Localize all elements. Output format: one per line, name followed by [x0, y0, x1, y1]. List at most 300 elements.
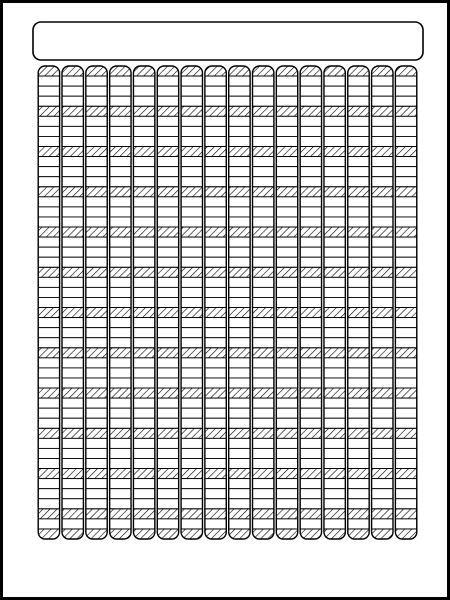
blank-cell[interactable] [38, 328, 59, 338]
blank-cell[interactable] [395, 519, 416, 529]
blank-cell[interactable] [276, 378, 297, 388]
hatched-cell[interactable] [253, 267, 274, 277]
blank-cell[interactable] [276, 408, 297, 418]
hatched-cell[interactable] [157, 388, 178, 398]
hatched-cell[interactable] [229, 308, 250, 318]
blank-cell[interactable] [38, 398, 59, 408]
blank-cell[interactable] [395, 197, 416, 207]
hatched-cell[interactable] [110, 227, 131, 237]
hatched-cell[interactable] [348, 106, 369, 116]
hatched-cell[interactable] [205, 227, 226, 237]
blank-cell[interactable] [157, 448, 178, 458]
blank-cell[interactable] [395, 96, 416, 106]
blank-cell[interactable] [348, 257, 369, 267]
blank-cell[interactable] [229, 76, 250, 86]
blank-cell[interactable] [181, 408, 202, 418]
blank-cell[interactable] [348, 167, 369, 177]
blank-cell[interactable] [86, 257, 107, 267]
blank-cell[interactable] [253, 448, 274, 458]
hatched-cell[interactable] [348, 428, 369, 438]
blank-cell[interactable] [38, 489, 59, 499]
blank-cell[interactable] [276, 479, 297, 489]
blank-cell[interactable] [372, 358, 393, 368]
hatched-cell[interactable] [181, 509, 202, 519]
hatched-cell[interactable] [133, 348, 154, 358]
blank-cell[interactable] [395, 116, 416, 126]
blank-cell[interactable] [157, 86, 178, 96]
blank-cell[interactable] [86, 96, 107, 106]
hatched-cell[interactable] [324, 428, 345, 438]
blank-cell[interactable] [300, 277, 321, 287]
hatched-cell[interactable] [395, 348, 416, 358]
blank-cell[interactable] [395, 167, 416, 177]
blank-cell[interactable] [348, 297, 369, 307]
hatched-cell[interactable] [395, 469, 416, 479]
blank-cell[interactable] [395, 398, 416, 408]
blank-cell[interactable] [253, 318, 274, 328]
blank-cell[interactable] [324, 136, 345, 146]
blank-cell[interactable] [300, 489, 321, 499]
hatched-cell[interactable] [395, 428, 416, 438]
hatched-cell[interactable] [86, 267, 107, 277]
blank-cell[interactable] [205, 86, 226, 96]
blank-cell[interactable] [86, 328, 107, 338]
blank-cell[interactable] [110, 328, 131, 338]
blank-cell[interactable] [205, 297, 226, 307]
blank-cell[interactable] [253, 499, 274, 509]
blank-cell[interactable] [300, 257, 321, 267]
blank-cell[interactable] [395, 378, 416, 388]
blank-cell[interactable] [324, 318, 345, 328]
blank-cell[interactable] [205, 217, 226, 227]
blank-cell[interactable] [86, 217, 107, 227]
hatched-cell[interactable] [133, 388, 154, 398]
blank-cell[interactable] [62, 207, 83, 217]
blank-cell[interactable] [348, 448, 369, 458]
blank-cell[interactable] [181, 247, 202, 257]
blank-cell[interactable] [372, 277, 393, 287]
blank-cell[interactable] [38, 86, 59, 96]
blank-cell[interactable] [300, 96, 321, 106]
hatched-cell[interactable] [110, 147, 131, 157]
blank-cell[interactable] [110, 368, 131, 378]
blank-cell[interactable] [324, 378, 345, 388]
blank-cell[interactable] [372, 86, 393, 96]
blank-cell[interactable] [157, 136, 178, 146]
hatched-cell[interactable] [86, 187, 107, 197]
blank-cell[interactable] [253, 126, 274, 136]
hatched-cell[interactable] [110, 106, 131, 116]
blank-cell[interactable] [229, 177, 250, 187]
blank-cell[interactable] [157, 76, 178, 86]
blank-cell[interactable] [229, 136, 250, 146]
blank-cell[interactable] [348, 277, 369, 287]
hatched-cell[interactable] [324, 106, 345, 116]
blank-cell[interactable] [133, 368, 154, 378]
blank-cell[interactable] [324, 76, 345, 86]
blank-cell[interactable] [348, 489, 369, 499]
blank-cell[interactable] [205, 479, 226, 489]
blank-cell[interactable] [395, 136, 416, 146]
blank-cell[interactable] [372, 177, 393, 187]
blank-cell[interactable] [300, 297, 321, 307]
blank-cell[interactable] [229, 207, 250, 217]
hatched-cell[interactable] [372, 509, 393, 519]
hatched-cell[interactable] [181, 147, 202, 157]
blank-cell[interactable] [229, 358, 250, 368]
blank-cell[interactable] [86, 167, 107, 177]
blank-cell[interactable] [38, 358, 59, 368]
blank-cell[interactable] [86, 116, 107, 126]
blank-cell[interactable] [205, 197, 226, 207]
blank-cell[interactable] [205, 358, 226, 368]
blank-cell[interactable] [276, 438, 297, 448]
hatched-cell[interactable] [229, 147, 250, 157]
blank-cell[interactable] [229, 86, 250, 96]
hatched-cell[interactable] [86, 106, 107, 116]
blank-cell[interactable] [86, 358, 107, 368]
blank-cell[interactable] [62, 96, 83, 106]
hatched-cell[interactable] [229, 388, 250, 398]
blank-cell[interactable] [253, 378, 274, 388]
blank-cell[interactable] [372, 287, 393, 297]
blank-cell[interactable] [86, 479, 107, 489]
blank-cell[interactable] [372, 378, 393, 388]
blank-cell[interactable] [300, 358, 321, 368]
blank-cell[interactable] [86, 157, 107, 167]
blank-cell[interactable] [395, 448, 416, 458]
blank-cell[interactable] [300, 398, 321, 408]
blank-cell[interactable] [276, 458, 297, 468]
blank-cell[interactable] [276, 126, 297, 136]
blank-cell[interactable] [157, 207, 178, 217]
blank-cell[interactable] [62, 126, 83, 136]
blank-cell[interactable] [300, 438, 321, 448]
blank-cell[interactable] [62, 358, 83, 368]
blank-cell[interactable] [133, 519, 154, 529]
hatched-cell[interactable] [372, 308, 393, 318]
blank-cell[interactable] [229, 287, 250, 297]
blank-cell[interactable] [86, 408, 107, 418]
blank-cell[interactable] [86, 338, 107, 348]
blank-cell[interactable] [372, 328, 393, 338]
blank-cell[interactable] [395, 257, 416, 267]
blank-cell[interactable] [348, 418, 369, 428]
blank-cell[interactable] [38, 287, 59, 297]
hatched-cell[interactable] [205, 106, 226, 116]
blank-cell[interactable] [395, 438, 416, 448]
blank-cell[interactable] [253, 287, 274, 297]
blank-cell[interactable] [157, 167, 178, 177]
blank-cell[interactable] [324, 257, 345, 267]
blank-cell[interactable] [205, 458, 226, 468]
hatched-cell[interactable] [395, 147, 416, 157]
hatched-cell[interactable] [229, 428, 250, 438]
blank-cell[interactable] [300, 458, 321, 468]
blank-cell[interactable] [348, 378, 369, 388]
blank-cell[interactable] [157, 378, 178, 388]
hatched-cell[interactable] [181, 348, 202, 358]
blank-cell[interactable] [229, 237, 250, 247]
blank-cell[interactable] [395, 338, 416, 348]
hatched-cell[interactable] [395, 106, 416, 116]
blank-cell[interactable] [395, 76, 416, 86]
blank-cell[interactable] [324, 418, 345, 428]
hatched-cell[interactable] [372, 428, 393, 438]
blank-cell[interactable] [86, 458, 107, 468]
blank-cell[interactable] [229, 257, 250, 267]
blank-cell[interactable] [86, 197, 107, 207]
hatched-cell[interactable] [276, 308, 297, 318]
hatched-cell[interactable] [38, 147, 59, 157]
blank-cell[interactable] [300, 328, 321, 338]
blank-cell[interactable] [276, 197, 297, 207]
blank-cell[interactable] [110, 378, 131, 388]
blank-cell[interactable] [181, 489, 202, 499]
blank-cell[interactable] [157, 479, 178, 489]
blank-cell[interactable] [62, 177, 83, 187]
blank-cell[interactable] [110, 157, 131, 167]
blank-cell[interactable] [110, 448, 131, 458]
blank-cell[interactable] [62, 398, 83, 408]
blank-cell[interactable] [181, 277, 202, 287]
blank-cell[interactable] [62, 167, 83, 177]
blank-cell[interactable] [372, 489, 393, 499]
hatched-cell[interactable] [110, 348, 131, 358]
hatched-cell[interactable] [133, 187, 154, 197]
blank-cell[interactable] [300, 378, 321, 388]
hatched-cell[interactable] [253, 308, 274, 318]
blank-cell[interactable] [133, 126, 154, 136]
blank-cell[interactable] [348, 247, 369, 257]
blank-cell[interactable] [86, 378, 107, 388]
blank-cell[interactable] [133, 257, 154, 267]
hatched-cell[interactable] [348, 187, 369, 197]
blank-cell[interactable] [62, 277, 83, 287]
blank-cell[interactable] [133, 499, 154, 509]
blank-cell[interactable] [181, 116, 202, 126]
blank-cell[interactable] [38, 448, 59, 458]
blank-cell[interactable] [86, 136, 107, 146]
hatched-cell[interactable] [253, 509, 274, 519]
blank-cell[interactable] [133, 358, 154, 368]
blank-cell[interactable] [324, 177, 345, 187]
hatched-cell[interactable] [133, 147, 154, 157]
blank-cell[interactable] [133, 197, 154, 207]
blank-cell[interactable] [348, 136, 369, 146]
blank-cell[interactable] [229, 167, 250, 177]
blank-cell[interactable] [276, 76, 297, 86]
blank-cell[interactable] [300, 157, 321, 167]
blank-cell[interactable] [253, 177, 274, 187]
blank-cell[interactable] [38, 418, 59, 428]
blank-cell[interactable] [324, 86, 345, 96]
blank-cell[interactable] [157, 297, 178, 307]
blank-cell[interactable] [157, 318, 178, 328]
blank-cell[interactable] [110, 418, 131, 428]
blank-cell[interactable] [205, 207, 226, 217]
blank-cell[interactable] [86, 499, 107, 509]
blank-cell[interactable] [157, 418, 178, 428]
hatched-cell[interactable] [348, 348, 369, 358]
blank-cell[interactable] [205, 177, 226, 187]
blank-cell[interactable] [324, 96, 345, 106]
blank-cell[interactable] [205, 167, 226, 177]
blank-cell[interactable] [276, 207, 297, 217]
hatched-cell[interactable] [324, 388, 345, 398]
blank-cell[interactable] [253, 328, 274, 338]
hatched-cell[interactable] [395, 227, 416, 237]
hatched-cell[interactable] [276, 509, 297, 519]
blank-cell[interactable] [229, 378, 250, 388]
blank-cell[interactable] [372, 136, 393, 146]
blank-cell[interactable] [133, 398, 154, 408]
blank-cell[interactable] [205, 318, 226, 328]
hatched-cell[interactable] [300, 147, 321, 157]
blank-cell[interactable] [324, 438, 345, 448]
blank-cell[interactable] [372, 448, 393, 458]
blank-cell[interactable] [38, 96, 59, 106]
hatched-cell[interactable] [253, 147, 274, 157]
blank-cell[interactable] [276, 489, 297, 499]
blank-cell[interactable] [133, 318, 154, 328]
blank-cell[interactable] [110, 76, 131, 86]
hatched-cell[interactable] [395, 267, 416, 277]
blank-cell[interactable] [300, 177, 321, 187]
blank-cell[interactable] [133, 207, 154, 217]
hatched-cell[interactable] [157, 428, 178, 438]
blank-cell[interactable] [181, 448, 202, 458]
blank-cell[interactable] [62, 378, 83, 388]
hatched-cell[interactable] [133, 308, 154, 318]
blank-cell[interactable] [181, 126, 202, 136]
blank-cell[interactable] [157, 217, 178, 227]
blank-cell[interactable] [324, 217, 345, 227]
blank-cell[interactable] [181, 157, 202, 167]
blank-cell[interactable] [372, 479, 393, 489]
blank-cell[interactable] [348, 76, 369, 86]
hatched-cell[interactable] [133, 509, 154, 519]
blank-cell[interactable] [38, 378, 59, 388]
blank-cell[interactable] [276, 257, 297, 267]
blank-cell[interactable] [86, 368, 107, 378]
blank-cell[interactable] [348, 368, 369, 378]
blank-cell[interactable] [300, 418, 321, 428]
blank-cell[interactable] [38, 76, 59, 86]
blank-cell[interactable] [62, 217, 83, 227]
blank-cell[interactable] [181, 479, 202, 489]
blank-cell[interactable] [157, 277, 178, 287]
blank-cell[interactable] [157, 197, 178, 207]
blank-cell[interactable] [62, 76, 83, 86]
hatched-cell[interactable] [38, 267, 59, 277]
blank-cell[interactable] [62, 247, 83, 257]
blank-cell[interactable] [300, 116, 321, 126]
blank-cell[interactable] [324, 116, 345, 126]
hatched-cell[interactable] [62, 308, 83, 318]
hatched-cell[interactable] [300, 187, 321, 197]
hatched-cell[interactable] [205, 388, 226, 398]
blank-cell[interactable] [110, 318, 131, 328]
blank-cell[interactable] [110, 247, 131, 257]
hatched-cell[interactable] [62, 469, 83, 479]
blank-cell[interactable] [86, 297, 107, 307]
blank-cell[interactable] [157, 328, 178, 338]
blank-cell[interactable] [372, 368, 393, 378]
hatched-cell[interactable] [38, 469, 59, 479]
blank-cell[interactable] [395, 358, 416, 368]
hatched-cell[interactable] [276, 147, 297, 157]
blank-cell[interactable] [324, 328, 345, 338]
blank-cell[interactable] [372, 257, 393, 267]
hatched-cell[interactable] [86, 227, 107, 237]
blank-cell[interactable] [324, 157, 345, 167]
hatched-cell[interactable] [395, 509, 416, 519]
blank-cell[interactable] [181, 237, 202, 247]
hatched-cell[interactable] [324, 187, 345, 197]
blank-cell[interactable] [62, 116, 83, 126]
blank-cell[interactable] [133, 247, 154, 257]
blank-cell[interactable] [324, 408, 345, 418]
blank-cell[interactable] [86, 398, 107, 408]
hatched-cell[interactable] [253, 469, 274, 479]
blank-cell[interactable] [348, 318, 369, 328]
blank-cell[interactable] [133, 76, 154, 86]
blank-cell[interactable] [253, 207, 274, 217]
blank-cell[interactable] [395, 458, 416, 468]
blank-cell[interactable] [205, 368, 226, 378]
hatched-cell[interactable] [324, 308, 345, 318]
blank-cell[interactable] [110, 217, 131, 227]
hatched-cell[interactable] [229, 348, 250, 358]
blank-cell[interactable] [300, 217, 321, 227]
blank-cell[interactable] [205, 287, 226, 297]
blank-cell[interactable] [276, 136, 297, 146]
blank-cell[interactable] [181, 458, 202, 468]
blank-cell[interactable] [395, 297, 416, 307]
blank-cell[interactable] [276, 217, 297, 227]
blank-cell[interactable] [229, 297, 250, 307]
blank-cell[interactable] [324, 358, 345, 368]
blank-cell[interactable] [372, 116, 393, 126]
blank-cell[interactable] [229, 438, 250, 448]
blank-cell[interactable] [253, 96, 274, 106]
title-box[interactable] [33, 22, 423, 60]
blank-cell[interactable] [372, 408, 393, 418]
hatched-cell[interactable] [324, 348, 345, 358]
blank-cell[interactable] [324, 519, 345, 529]
hatched-cell[interactable] [372, 469, 393, 479]
blank-cell[interactable] [38, 237, 59, 247]
blank-cell[interactable] [133, 116, 154, 126]
blank-cell[interactable] [133, 287, 154, 297]
blank-cell[interactable] [205, 277, 226, 287]
blank-cell[interactable] [133, 328, 154, 338]
blank-cell[interactable] [38, 318, 59, 328]
blank-cell[interactable] [348, 86, 369, 96]
blank-cell[interactable] [38, 197, 59, 207]
hatched-cell[interactable] [38, 106, 59, 116]
blank-cell[interactable] [205, 448, 226, 458]
blank-cell[interactable] [62, 237, 83, 247]
blank-cell[interactable] [324, 126, 345, 136]
blank-cell[interactable] [38, 519, 59, 529]
hatched-cell[interactable] [372, 187, 393, 197]
blank-cell[interactable] [395, 177, 416, 187]
blank-cell[interactable] [205, 408, 226, 418]
blank-cell[interactable] [372, 519, 393, 529]
blank-cell[interactable] [276, 116, 297, 126]
